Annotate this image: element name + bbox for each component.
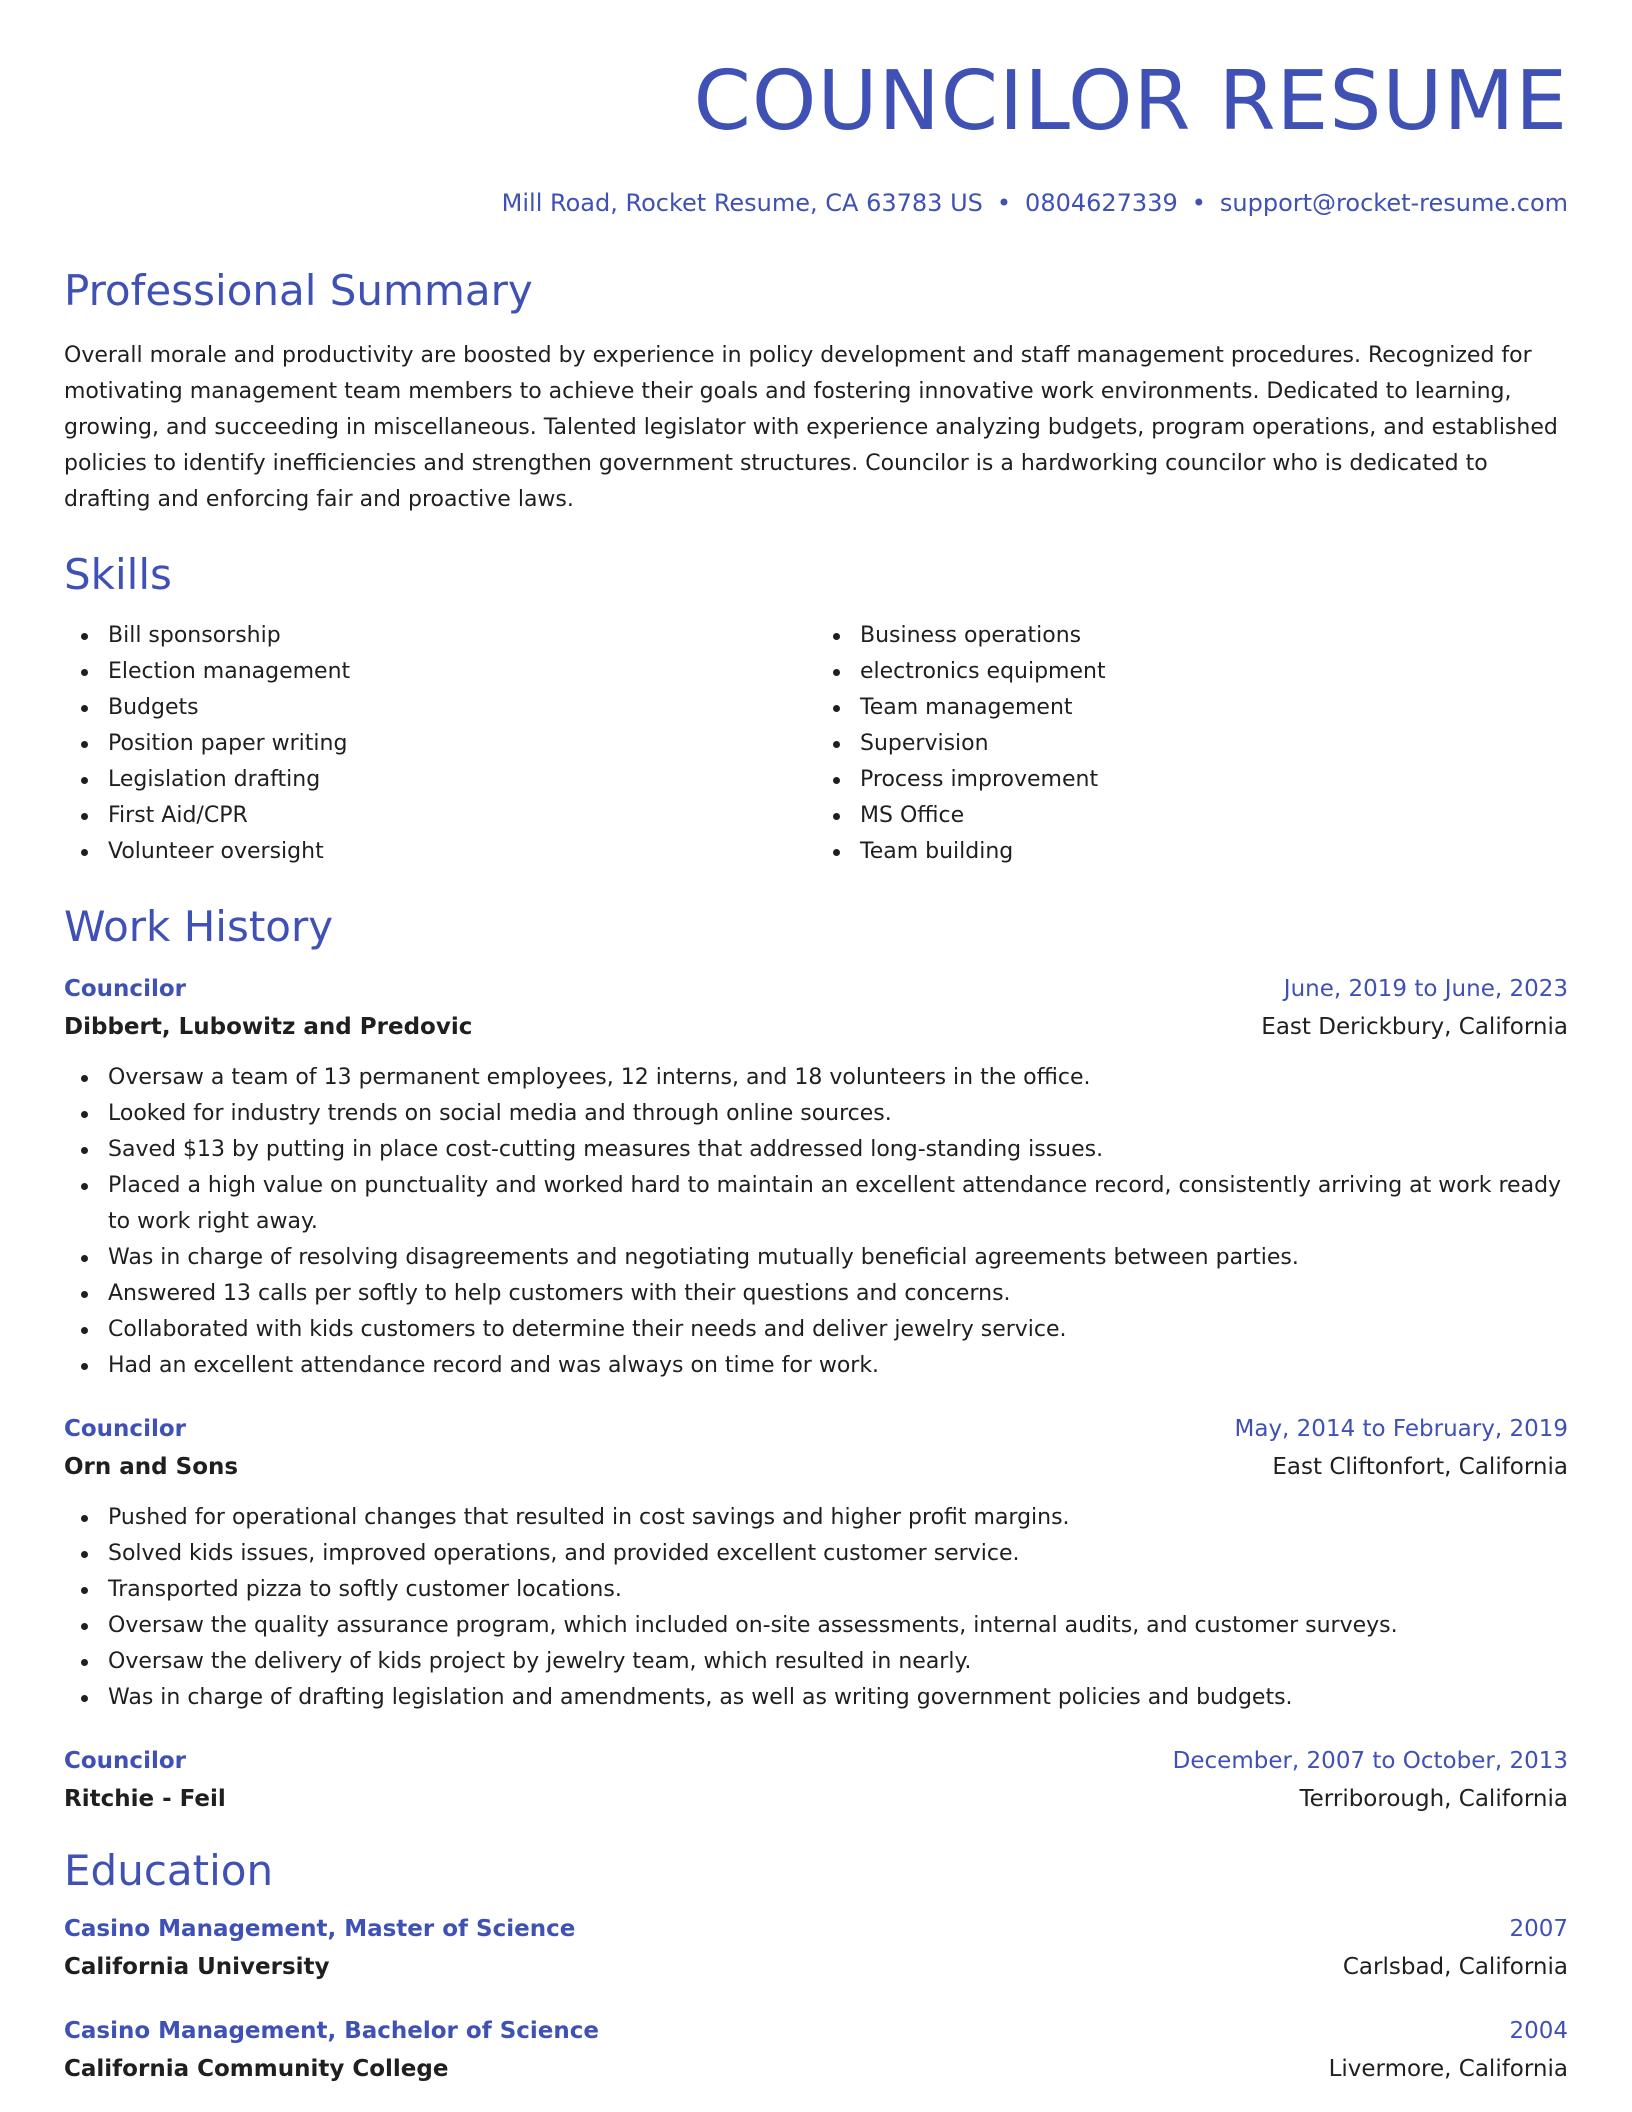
job-tasks bbox=[64, 1060, 1568, 1384]
education-entry bbox=[64, 1910, 1568, 1986]
summary-text: Overall morale and productivity are boosted by experience in policy development and staff management procedures. Recognized for motivating management team members to achieve their goals and fostering innovative work environments. Dedicated to learning, growing, and succeeding in miscellaneous. Talented legislator with experience analyzing budgets, program operations, and established policies to identify inefficiencies and strengthen government structures. Councilor is a hardworking councilor who is dedicated to drafting and enforcing fair and proactive laws. bbox=[64, 343, 1558, 512]
skill-item: First Aid/CPR bbox=[108, 798, 816, 834]
education-entry bbox=[64, 2012, 1568, 2088]
job-dates: May, 2014 to February, 2019 bbox=[1234, 1416, 1568, 1442]
job-company: Dibbert, Lubowitz and Predovic bbox=[64, 1014, 473, 1040]
job-tasks bbox=[64, 1500, 1568, 1716]
task-item: Oversaw a team of 13 permanent employees, 12 interns, and 18 volunteers in the office. bbox=[108, 1060, 1568, 1096]
skill-item: Volunteer oversight bbox=[108, 834, 816, 870]
job-location: East Cliftonfort, California bbox=[1272, 1454, 1568, 1480]
skills-heading: Skills bbox=[64, 550, 172, 599]
skill-item: Position paper writing bbox=[108, 726, 816, 762]
job-dates: December, 2007 to October, 2013 bbox=[1172, 1748, 1568, 1774]
skill-item: Election management bbox=[108, 654, 816, 690]
job-entry bbox=[64, 1410, 1568, 1716]
education-year: 2004 bbox=[1509, 2018, 1568, 2044]
task-item: Oversaw the delivery of kids project by jewelry team, which resulted in nearly. bbox=[108, 1644, 1568, 1680]
task-item: Was in charge of resolving disagreements and negotiating mutually beneficial agreements between parties. bbox=[108, 1240, 1568, 1276]
task-item: Had an excellent attendance record and was always on time for work. bbox=[108, 1348, 1568, 1384]
resume-title: COUNCILOR RESUME bbox=[693, 54, 1568, 149]
skill-item: Supervision bbox=[860, 726, 1568, 762]
skill-item: Budgets bbox=[108, 690, 816, 726]
skill-item: MS Office bbox=[860, 798, 1568, 834]
job-dates: June, 2019 to June, 2023 bbox=[1283, 976, 1568, 1002]
skills-column-right bbox=[816, 618, 1568, 870]
job-entry bbox=[64, 1742, 1568, 1818]
skill-item: Team building bbox=[860, 834, 1568, 870]
job-location: East Derickbury, California bbox=[1261, 1014, 1568, 1040]
contact-line bbox=[64, 188, 1568, 218]
contact-address: Mill Road, Rocket Resume, CA 63783 US bbox=[501, 189, 983, 217]
task-item: Collaborated with kids customers to determine their needs and deliver jewelry service. bbox=[108, 1312, 1568, 1348]
skill-item: Business operations bbox=[860, 618, 1568, 654]
skills-column-left bbox=[64, 618, 816, 870]
task-item: Looked for industry trends on social media and through online sources. bbox=[108, 1096, 1568, 1132]
task-item: Pushed for operational changes that resulted in cost savings and higher profit margins. bbox=[108, 1500, 1568, 1536]
education-location: Carlsbad, California bbox=[1342, 1954, 1568, 1980]
skills-list bbox=[64, 618, 1568, 870]
job-role: Councilor bbox=[64, 1416, 186, 1442]
contact-email: support@rocket-resume.com bbox=[1219, 189, 1568, 217]
education-school: California University bbox=[64, 1954, 330, 1980]
education-school: California Community College bbox=[64, 2056, 449, 2082]
separator-dot: • bbox=[996, 189, 1012, 217]
job-company: Ritchie - Feil bbox=[64, 1786, 226, 1812]
job-entry bbox=[64, 970, 1568, 1384]
summary-heading: Professional Summary bbox=[64, 266, 533, 315]
work-history-heading: Work History bbox=[64, 902, 334, 951]
skill-item: Legislation drafting bbox=[108, 762, 816, 798]
education-degree: Casino Management, Master of Science bbox=[64, 1916, 576, 1942]
task-item: Was in charge of drafting legislation and amendments, as well as writing government policies and budgets. bbox=[108, 1680, 1568, 1716]
task-item: Placed a high value on punctuality and worked hard to maintain an excellent attendance record, consistently arriving at work ready to work right away. bbox=[108, 1168, 1568, 1240]
skill-item: electronics equipment bbox=[860, 654, 1568, 690]
education-year: 2007 bbox=[1509, 1916, 1568, 1942]
job-role: Councilor bbox=[64, 1748, 186, 1774]
education-degree: Casino Management, Bachelor of Science bbox=[64, 2018, 599, 2044]
education-location: Livermore, California bbox=[1328, 2056, 1568, 2082]
job-location: Terriborough, California bbox=[1299, 1786, 1568, 1812]
task-item: Solved kids issues, improved operations, and provided excellent customer service. bbox=[108, 1536, 1568, 1572]
skill-item: Team management bbox=[860, 690, 1568, 726]
skill-item: Bill sponsorship bbox=[108, 618, 816, 654]
task-item: Transported pizza to softly customer locations. bbox=[108, 1572, 1568, 1608]
task-item: Oversaw the quality assurance program, which included on-site assessments, internal audits, and customer surveys. bbox=[108, 1608, 1568, 1644]
education-heading: Education bbox=[64, 1846, 274, 1895]
job-company: Orn and Sons bbox=[64, 1454, 239, 1480]
task-item: Answered 13 calls per softly to help customers with their questions and concerns. bbox=[108, 1276, 1568, 1312]
contact-phone: 0804627339 bbox=[1025, 189, 1178, 217]
separator-dot: • bbox=[1191, 189, 1206, 217]
job-role: Councilor bbox=[64, 976, 186, 1002]
skill-item: Process improvement bbox=[860, 762, 1568, 798]
task-item: Saved $13 by putting in place cost-cutting measures that addressed long-standing issues. bbox=[108, 1132, 1568, 1168]
